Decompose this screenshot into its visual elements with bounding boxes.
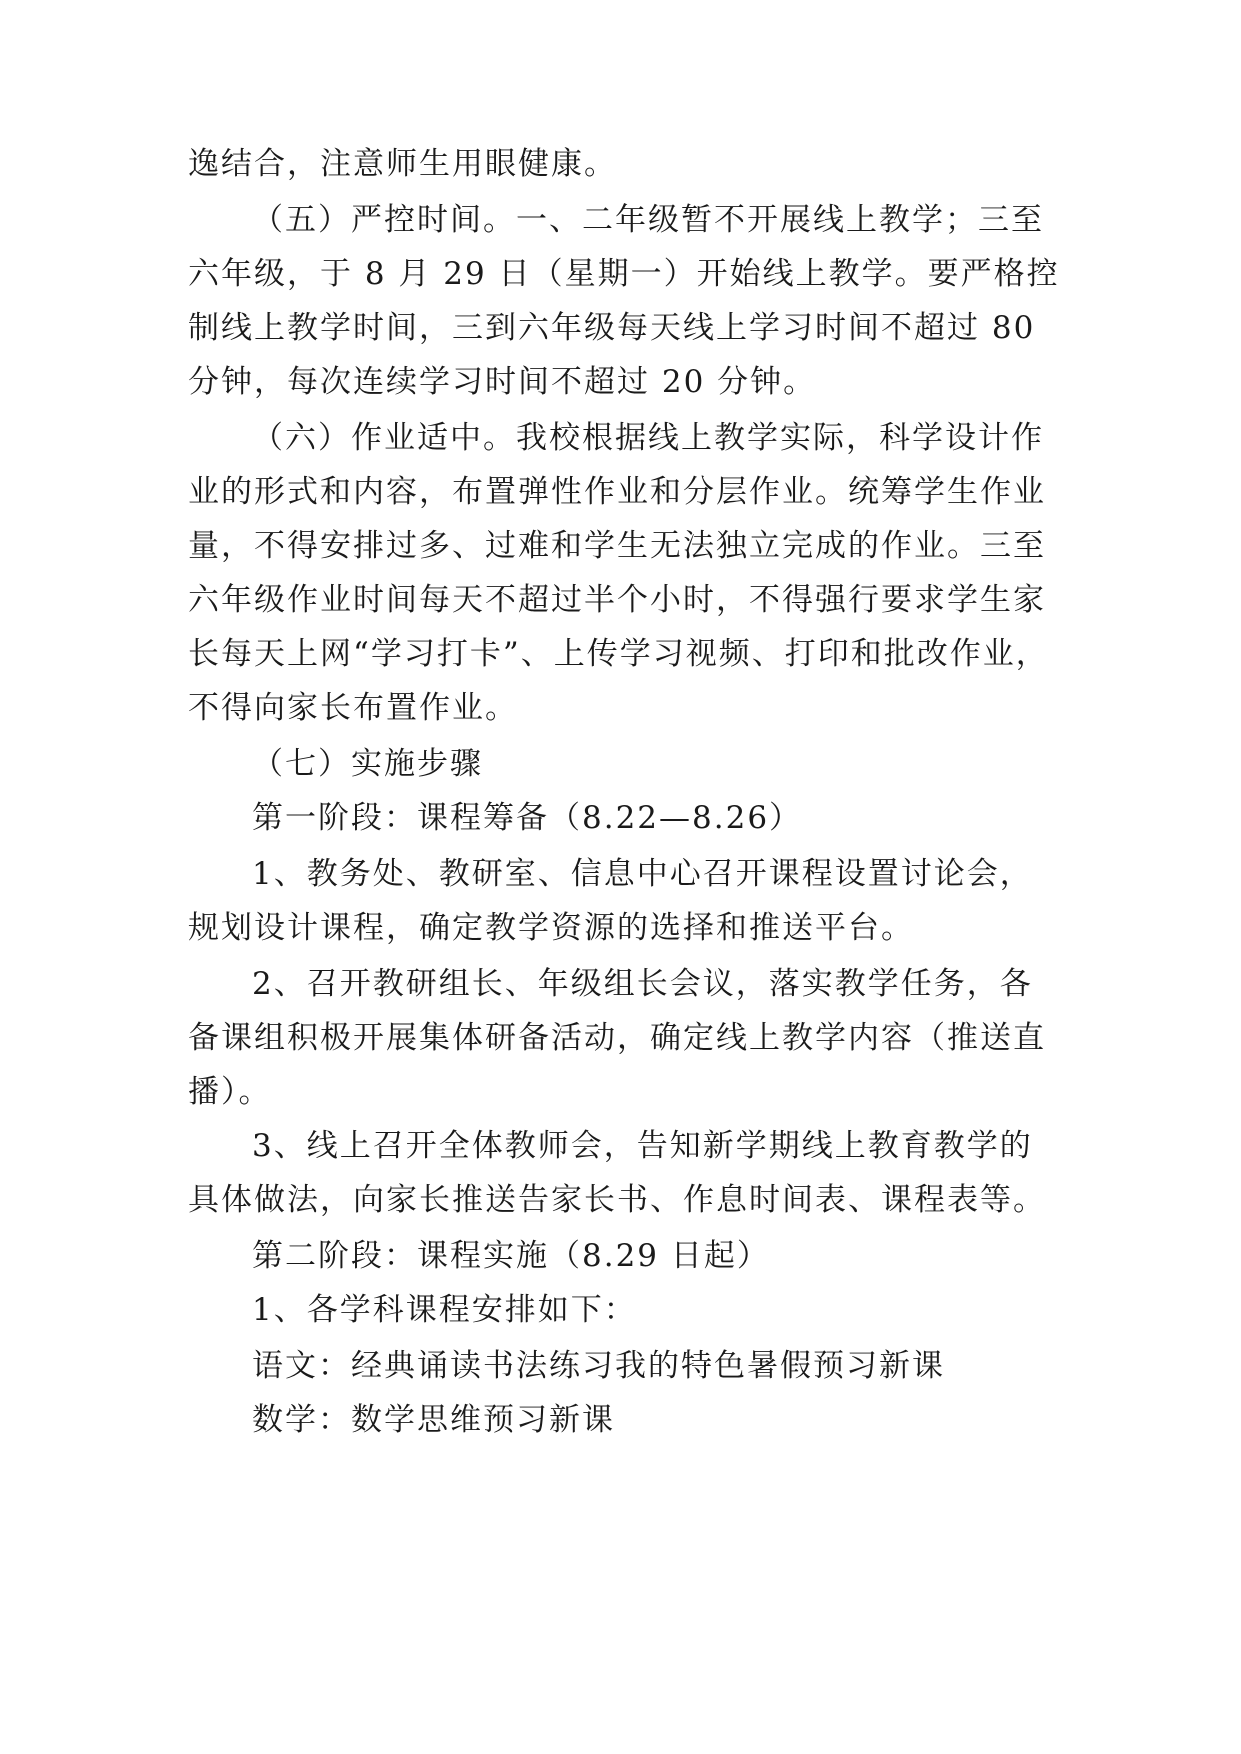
text-line: 逸结合，注意师生用眼健康。 bbox=[188, 146, 617, 182]
text-line: 1、教务处、教研室、信息中心召开课程设置讨论会， bbox=[252, 856, 1033, 892]
text-line: 播）。 bbox=[188, 1074, 272, 1110]
text-line: 分钟，每次连续学习时间不超过 20 分钟。 bbox=[188, 364, 817, 400]
text-line: 2、召开教研组长、年级组长会议，落实教学任务，各 bbox=[252, 966, 1033, 1002]
text-line: 3、线上召开全体教师会，告知新学期线上教育教学的 bbox=[252, 1128, 1033, 1164]
text-line: （六）作业适中。我校根据线上教学实际，科学设计作 bbox=[252, 420, 1044, 456]
text-line: 备课组积极开展集体研备活动，确定线上教学内容（推送直 bbox=[188, 1020, 1046, 1056]
text-line: 六年级，于 8 月 29 日（星期一）开始线上教学。要严格控 bbox=[188, 256, 1060, 292]
text-line: （五）严控时间。一、二年级暂不开展线上教学；三至 bbox=[252, 202, 1044, 238]
text-line: 具体做法，向家长推送告家长书、作息时间表、课程表等。 bbox=[188, 1182, 1046, 1218]
text-line: 六年级作业时间每天不超过半个小时，不得强行要求学生家 bbox=[188, 582, 1046, 618]
text-line: 语文：经典诵读书法练习我的特色暑假预习新课 bbox=[252, 1348, 945, 1384]
text-line: 数学：数学思维预习新课 bbox=[252, 1402, 615, 1438]
text-line: 不得向家长布置作业。 bbox=[188, 690, 518, 726]
text-line: 长每天上网“学习打卡”、上传学习视频、打印和批改作业， bbox=[188, 636, 1049, 672]
text-line: 量，不得安排过多、过难和学生无法独立完成的作业。三至 bbox=[188, 528, 1046, 564]
text-line: 制线上教学时间，三到六年级每天线上学习时间不超过 80 bbox=[188, 310, 1036, 346]
stage-heading: 第二阶段：课程实施（8.29 日起） bbox=[252, 1238, 770, 1274]
stage-heading: 第一阶段：课程筹备（8.22—8.26） bbox=[252, 800, 803, 836]
text-line: 规划设计课程，确定教学资源的选择和推送平台。 bbox=[188, 910, 914, 946]
text-line: 1、各学科课程安排如下： bbox=[252, 1292, 637, 1328]
section-heading: （七）实施步骤 bbox=[252, 746, 483, 782]
text-line: 业的形式和内容，布置弹性作业和分层作业。统筹学生作业 bbox=[188, 474, 1046, 510]
